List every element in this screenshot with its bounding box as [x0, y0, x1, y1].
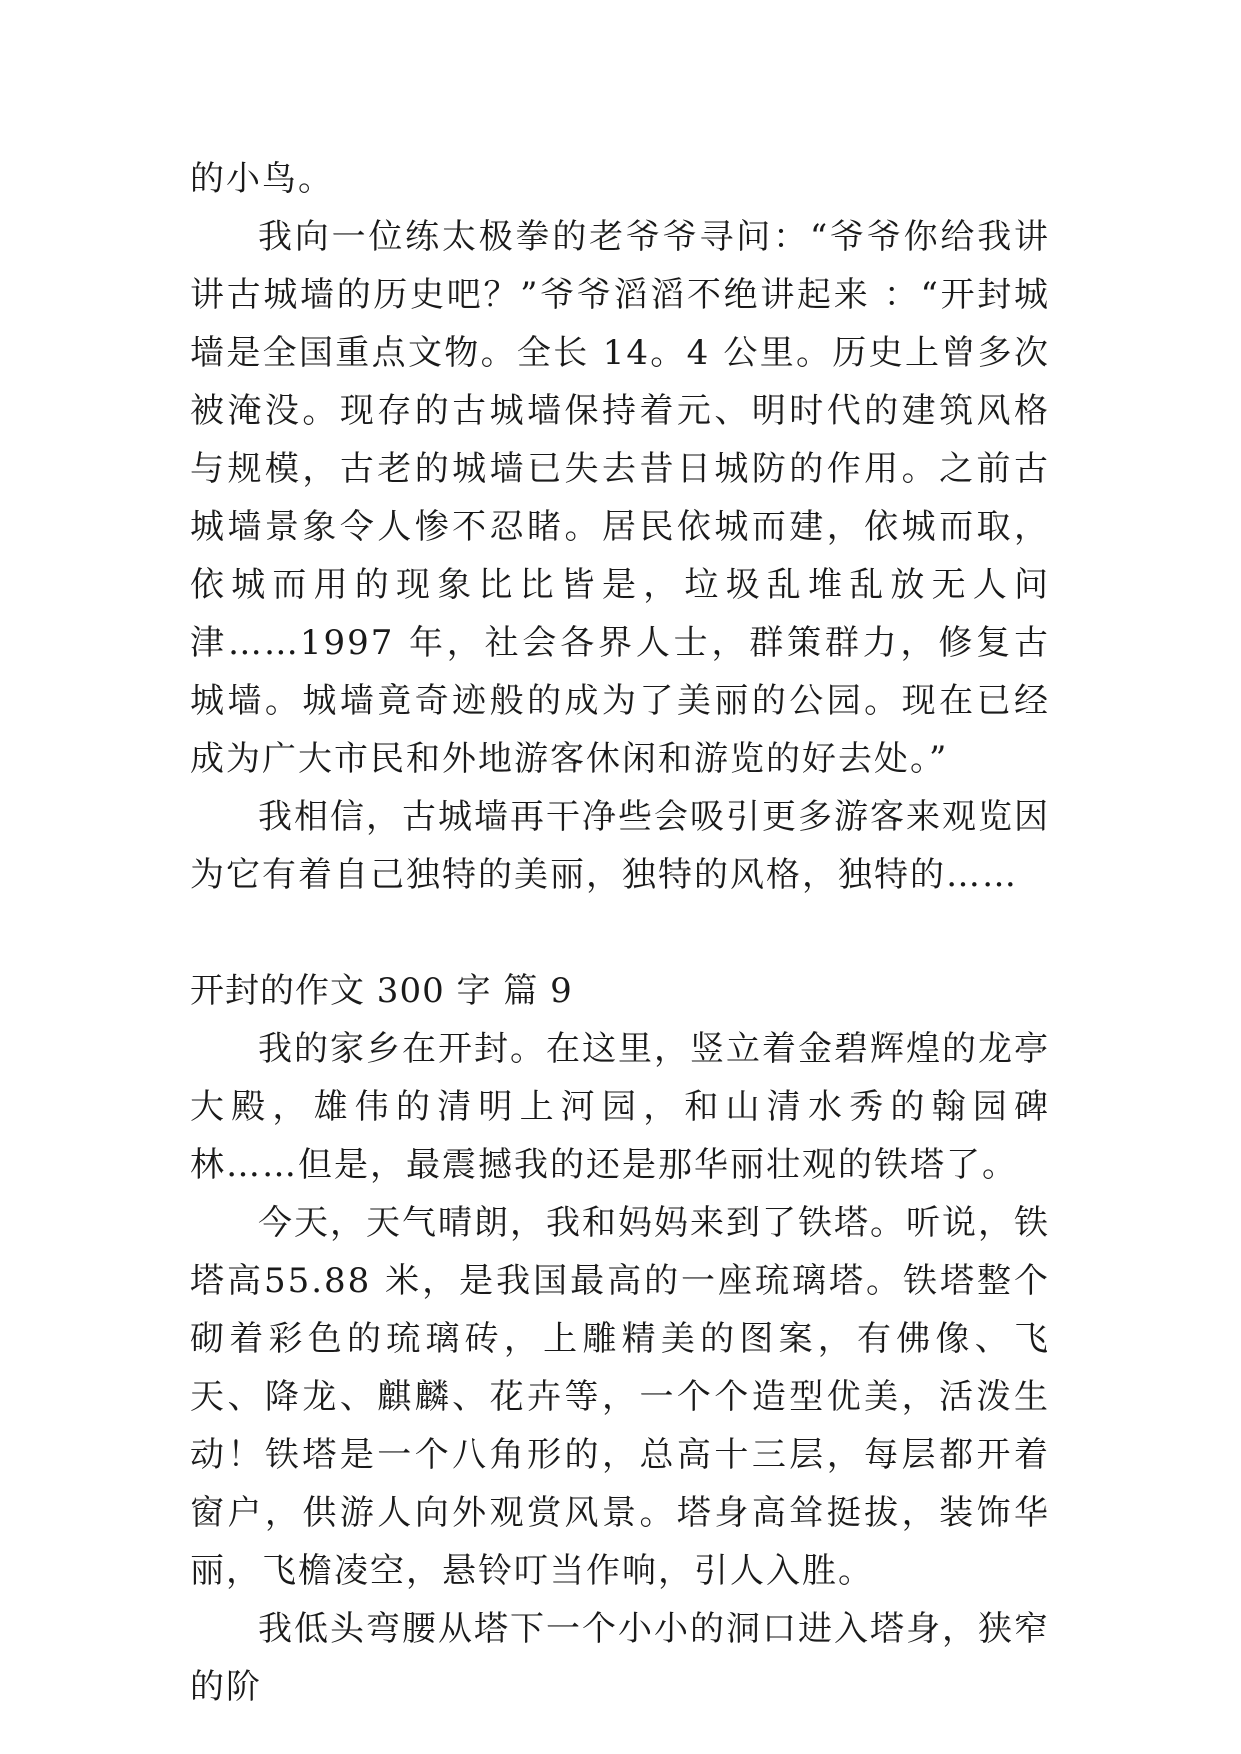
- paragraph-continued: 的小鸟。: [190, 159, 334, 199]
- section-heading: 开封的作文 300 字 篇 9: [190, 971, 573, 1011]
- document-page: [190, 150, 1050, 1716]
- paragraph-iron-tower: 今天，天气晴朗，我和妈妈来到了铁塔。听说，铁塔高55.88 米，是我国最高的一座琉璃塔。铁塔整个砌着彩色的琉璃砖，上雕精美的图案，有佛像、飞天、降龙、麒麟、花卉等，一个个造型优美，活泼生动！铁塔是一个八角形的，总高十三层，每层都开着窗户，供游人向外观赏风景。塔身高耸挺拔，装饰华丽，飞檐凌空，悬铃叮当作响，引人入胜。: [190, 1203, 1050, 1591]
- paragraph-city-wall-history: 我向一位练太极拳的老爷爷寻问：“爷爷你给我讲讲古城墙的历史吧？”爷爷滔滔不绝讲起来 ：“开封城墙是全国重点文物。全长 14。4 公里。历史上曾多次被淹没。现存的古城墙保持着元、明时代的建筑风格与规模，古老的城墙已失去昔日城防的作用。之前古城墙景象令人惨不忍睹。居民依城而建，依城而取，依城而用的现象比比皆是，垃圾乱堆乱放无人问津……1997 年，社会各界人士，群策群力，修复古城墙。城墙竟奇迹般的成为了美丽的公园。现在已经成为广大市民和外地游客休闲和游览的好去处。”: [190, 217, 1050, 779]
- paragraph-enter-tower: 我低头弯腰从塔下一个小小的洞口进入塔身，狭窄的阶: [190, 1609, 1050, 1707]
- paragraph-hometown: 我的家乡在开封。在这里，竖立着金碧辉煌的龙亭大殿，雄伟的清明上河园，和山清水秀的翰园碑林……但是，最震撼我的还是那华丽壮观的铁塔了。: [190, 1029, 1050, 1185]
- section-spacer: [190, 904, 1050, 962]
- paragraph-belief: 我相信，古城墙再干净些会吸引更多游客来观览因为它有着自己独特的美丽，独特的风格，独特的……: [190, 797, 1050, 895]
